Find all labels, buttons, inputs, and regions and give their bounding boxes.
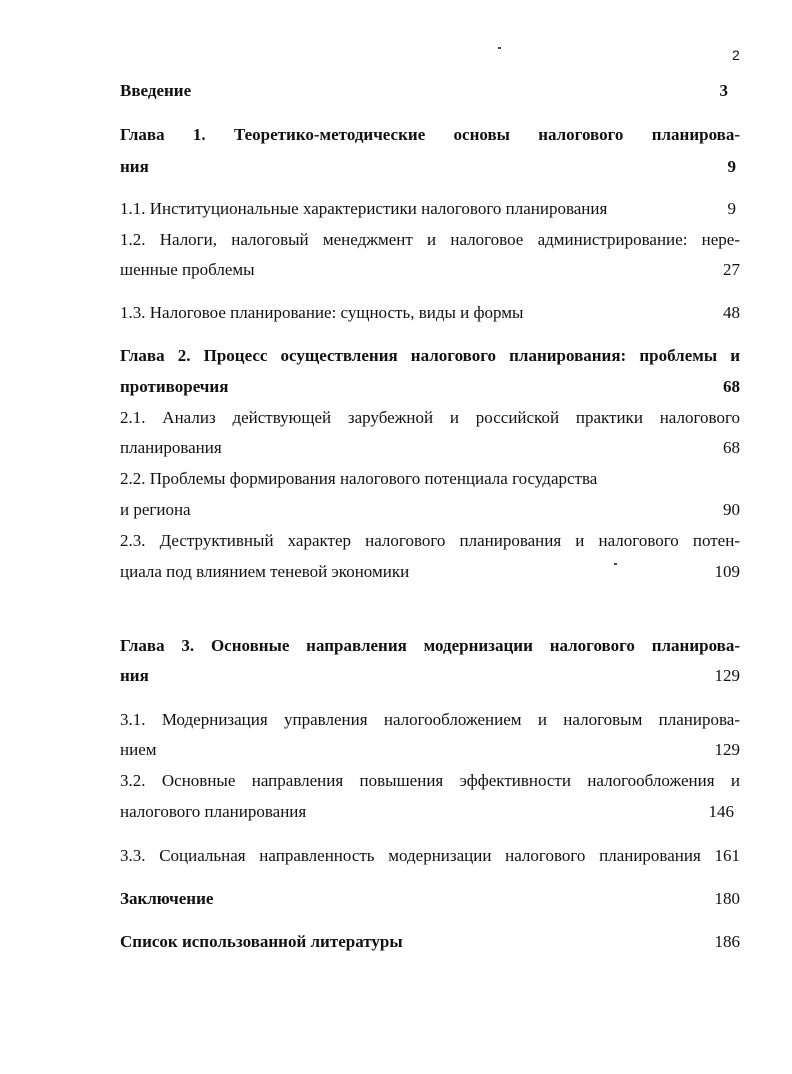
toc-section-2-1-line2 (120, 438, 740, 458)
toc-label: Список использованной литературы (120, 932, 403, 951)
toc-section-2-3-line2 (120, 562, 740, 582)
toc-page: 90 (723, 500, 740, 519)
toc-page: 129 (714, 666, 740, 685)
toc-page: 68 (723, 377, 740, 396)
toc-chapter-3-line1: Глава 3. Основные направления модернизации налогового планирова- (120, 636, 740, 655)
toc-label: 1.1. Институциональные характеристики налогового планирования (120, 199, 608, 218)
toc-page: 129 (714, 740, 740, 759)
scan-speck (498, 47, 501, 49)
toc-section-2-2-line1: 2.2. Проблемы формирования налогового потенциала государства (120, 469, 598, 488)
toc-chapter-2-line1: Глава 2. Процесс осуществления налогового планирования: проблемы и (120, 346, 740, 365)
toc-entry-conclusion (120, 889, 740, 909)
toc-chapter-3-line2 (120, 666, 740, 686)
toc-section-3-2-line1: 3.2. Основные направления повышения эффективности налогообложения и (120, 771, 740, 790)
toc-label: налогового планирования (120, 802, 307, 821)
toc-page: 180 (714, 889, 740, 908)
toc-chapter-2-line2 (120, 377, 740, 397)
toc-label: шенные проблемы (120, 260, 255, 279)
toc-section-3-1-line2 (120, 740, 740, 760)
toc-label: 1.3. Налоговое планирование: сущность, виды и формы (120, 303, 524, 322)
toc-label: ния (120, 666, 149, 685)
toc-page: 68 (723, 438, 740, 457)
toc-label: циала под влиянием теневой экономики (120, 562, 410, 581)
toc-page: 27 (723, 260, 740, 279)
toc-section-3-3: 3.3. Социальная направленность модернизации налогового планирования 161 (120, 846, 740, 865)
toc-section-1-2-line2 (120, 260, 740, 280)
toc-chapter-1-line2 (120, 157, 736, 177)
toc-section-2-3-line1: 2.3. Деструктивный характер налогового планирования и налогового потен- (120, 531, 740, 550)
toc-section-2-1-line1: 2.1. Анализ действующей зарубежной и российской практики налогового (120, 408, 740, 427)
toc-page: 109 (714, 562, 740, 581)
toc-page: 186 (714, 932, 740, 951)
toc-page: 48 (723, 303, 740, 322)
toc-label: планирования (120, 438, 222, 457)
toc-page: 9 (727, 199, 736, 218)
toc-label: нием (120, 740, 157, 759)
toc-label: ния (120, 157, 149, 176)
toc-section-2-2-line2 (120, 500, 740, 520)
toc-chapter-1-line1: Глава 1. Теоретико-методические основы налогового планирова- (120, 125, 740, 144)
toc-page: 146 (708, 802, 734, 821)
toc-entry-intro (120, 81, 728, 101)
page-number: 2 (732, 47, 740, 63)
toc-entry-references (120, 932, 740, 952)
toc-label: Заключение (120, 889, 214, 908)
toc-section-1-3 (120, 303, 740, 323)
toc-section-3-2-line2 (120, 802, 734, 822)
toc-page: 9 (727, 157, 736, 176)
toc-section-3-1-line1: 3.1. Модернизация управления налогообложением и налоговым планирова- (120, 710, 740, 729)
toc-label: Введение (120, 81, 192, 100)
toc-section-1-2-line1: 1.2. Налоги, налоговый менеджмент и налоговое администрирование: нере- (120, 230, 740, 249)
toc-section-1-1 (120, 199, 736, 219)
toc-page: 3 (719, 81, 728, 100)
toc-label: противоречия (120, 377, 229, 396)
toc-label: и региона (120, 500, 191, 519)
